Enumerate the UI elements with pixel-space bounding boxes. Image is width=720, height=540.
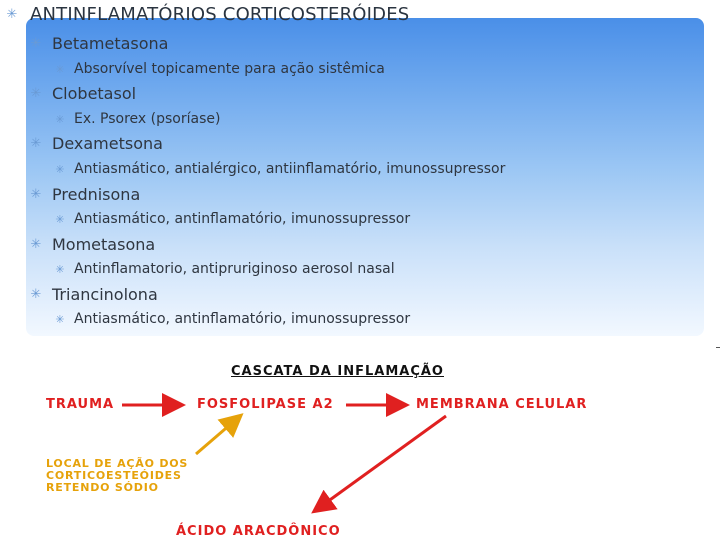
note-line: CORTICOESTEÓIDES bbox=[46, 469, 182, 482]
title-row bbox=[6, 4, 409, 25]
drug-description: Antiasmático, antialérgico, antiinflamatório, imunossupressor bbox=[74, 161, 506, 177]
list-item bbox=[30, 235, 155, 254]
asterisk-bullet-icon: ✳ bbox=[30, 86, 42, 101]
asterisk-bullet-icon: ✳ bbox=[6, 7, 18, 22]
drug-name: Triancinolona bbox=[52, 285, 158, 304]
drug-name: Prednisona bbox=[52, 185, 141, 204]
drug-name: Mometasona bbox=[52, 235, 156, 254]
node-fosfolipase: FOSFOLIPASE A2 bbox=[197, 397, 334, 412]
list-item bbox=[30, 285, 158, 304]
arrow-corticoid-action bbox=[196, 417, 239, 454]
drug-name: Dexametsona bbox=[52, 134, 163, 153]
asterisk-bullet-icon: ✳ bbox=[30, 36, 42, 51]
asterisk-bullet-icon: ✳ bbox=[30, 237, 42, 252]
list-subitem bbox=[54, 311, 410, 327]
drug-description: Absorvível topicamente para ação sistêmica bbox=[74, 61, 385, 77]
list-item bbox=[30, 185, 140, 204]
asterisk-bullet-icon: ✳ bbox=[30, 187, 42, 202]
slide-title: ANTINFLAMATÓRIOS CORTICOSTERÓIDES bbox=[30, 4, 410, 25]
cascade-diagram bbox=[0, 350, 720, 540]
drug-description: Antiasmático, antinflamatório, imunossupressor bbox=[74, 311, 411, 327]
drug-description: Ex. Psorex (psoríase) bbox=[74, 111, 221, 127]
asterisk-bullet-icon: ✳ bbox=[55, 112, 65, 126]
arrow-layer bbox=[0, 350, 720, 540]
list-subitem bbox=[54, 161, 505, 177]
drug-description: Antinflamatorio, antipruriginoso aerosol nasal bbox=[74, 261, 395, 277]
node-acido: ÁCIDO ARACDÔNICO bbox=[176, 524, 341, 539]
drug-name: Betametasona bbox=[52, 34, 169, 53]
asterisk-bullet-icon: ✳ bbox=[55, 262, 65, 276]
diagram-title: CASCATA DA INFLAMAÇÃO bbox=[231, 364, 444, 379]
list-item bbox=[30, 134, 163, 153]
note-line: LOCAL DE AÇÃO DOS bbox=[46, 457, 189, 470]
list-subitem bbox=[54, 61, 385, 77]
asterisk-bullet-icon: ✳ bbox=[30, 287, 42, 302]
list-item bbox=[30, 34, 168, 53]
drug-name: Clobetasol bbox=[52, 84, 137, 103]
edge-tick bbox=[716, 347, 720, 348]
list-item bbox=[30, 84, 136, 103]
asterisk-bullet-icon: ✳ bbox=[55, 162, 65, 176]
list-subitem bbox=[54, 261, 395, 277]
node-trauma: TRAUMA bbox=[46, 397, 115, 412]
drug-description: Antiasmático, antinflamatório, imunossupressor bbox=[74, 211, 411, 227]
node-membrana: MEMBRANA CELULAR bbox=[416, 397, 588, 412]
note-line: RETENDO SÓDIO bbox=[46, 481, 159, 494]
arrow-membrana-to-acido bbox=[316, 416, 446, 510]
list-subitem bbox=[54, 111, 220, 127]
asterisk-bullet-icon: ✳ bbox=[55, 312, 65, 326]
list-subitem bbox=[54, 211, 410, 227]
asterisk-bullet-icon: ✳ bbox=[30, 136, 42, 151]
asterisk-bullet-icon: ✳ bbox=[55, 212, 65, 226]
asterisk-bullet-icon: ✳ bbox=[55, 62, 65, 76]
